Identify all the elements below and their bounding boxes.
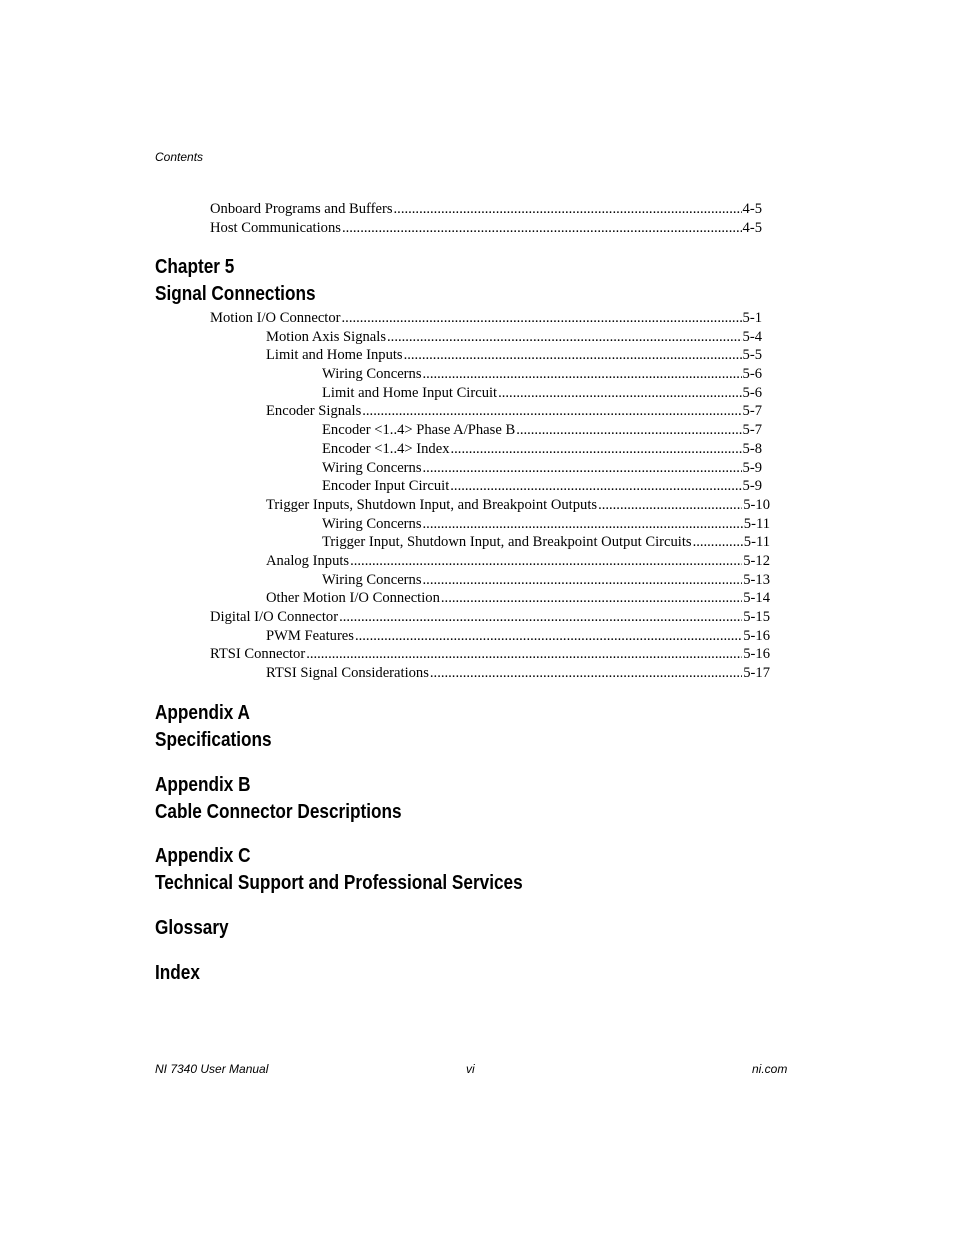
- toc-entry[interactable]: Encoder <1..4> Index ..... 5-8: [0, 440, 954, 459]
- toc-entry[interactable]: Digital I/O Connector ..... 5-15: [0, 608, 954, 627]
- chapter4-toc-entries: [0, 200, 954, 237]
- toc-entry[interactable]: Motion I/O Connector ..... 5-1: [0, 309, 954, 328]
- footer-page-number: vi: [466, 1062, 475, 1076]
- toc-entry[interactable]: Motion Axis Signals ..... 5-4: [0, 328, 954, 347]
- appendix-title: Cable Connector Descriptions: [155, 800, 402, 823]
- toc-entry[interactable]: Onboard Programs and Buffers ..... 4-5: [0, 200, 954, 219]
- toc-entry[interactable]: Trigger Input, Shutdown Input, and Breakpoint Output Circuits ..... 5-11: [0, 533, 954, 552]
- index-title: Index: [155, 962, 200, 984]
- glossary-title: Glossary: [155, 917, 229, 939]
- toc-entry[interactable]: RTSI Connector ..... 5-16: [0, 645, 954, 664]
- toc-entry[interactable]: Limit and Home Input Circuit ..... 5-6: [0, 384, 954, 403]
- toc-entry[interactable]: Encoder Signals ..... 5-7: [0, 402, 954, 421]
- toc-entry[interactable]: Other Motion I/O Connection ..... 5-14: [0, 589, 954, 608]
- index-heading[interactable]: [155, 960, 200, 987]
- chapter-label: Chapter 5: [155, 256, 235, 278]
- appendix-b-heading[interactable]: [155, 772, 402, 825]
- appendix-label: Appendix C: [155, 845, 251, 867]
- appendix-label: Appendix A: [155, 702, 250, 724]
- toc-entry[interactable]: RTSI Signal Considerations ..... 5-17: [0, 664, 954, 683]
- footer-manual-title: NI 7340 User Manual: [155, 1062, 269, 1076]
- toc-entry[interactable]: Wiring Concerns ..... 5-13: [0, 571, 954, 590]
- toc-entry[interactable]: Encoder <1..4> Phase A/Phase B ..... 5-7: [0, 421, 954, 440]
- appendix-title: Specifications: [155, 728, 272, 751]
- chapter-title: Signal Connections: [155, 282, 316, 305]
- appendix-title: Technical Support and Professional Services: [155, 871, 523, 894]
- appendix-label: Appendix B: [155, 774, 251, 796]
- appendix-a-heading[interactable]: [155, 700, 272, 753]
- chapter5-toc-entries: [0, 309, 954, 683]
- toc-entry[interactable]: Trigger Inputs, Shutdown Input, and Breakpoint Outputs ..... 5-10: [0, 496, 954, 515]
- toc-entry[interactable]: Wiring Concerns ..... 5-11: [0, 515, 954, 534]
- toc-entry[interactable]: PWM Features ..... 5-16: [0, 627, 954, 646]
- footer-website: ni.com: [752, 1062, 788, 1076]
- toc-entry[interactable]: Encoder Input Circuit ..... 5-9: [0, 477, 954, 496]
- appendix-c-heading[interactable]: [155, 843, 523, 896]
- chapter5-heading[interactable]: [155, 254, 316, 307]
- toc-entry[interactable]: Wiring Concerns ..... 5-9: [0, 459, 954, 478]
- glossary-heading[interactable]: [155, 915, 229, 942]
- running-head: Contents: [155, 150, 204, 164]
- toc-entry[interactable]: Analog Inputs ..... 5-12: [0, 552, 954, 571]
- toc-entry[interactable]: Limit and Home Inputs ..... 5-5: [0, 346, 954, 365]
- toc-entry[interactable]: Wiring Concerns ..... 5-6: [0, 365, 954, 384]
- toc-entry[interactable]: Host Communications ..... 4-5: [0, 219, 954, 238]
